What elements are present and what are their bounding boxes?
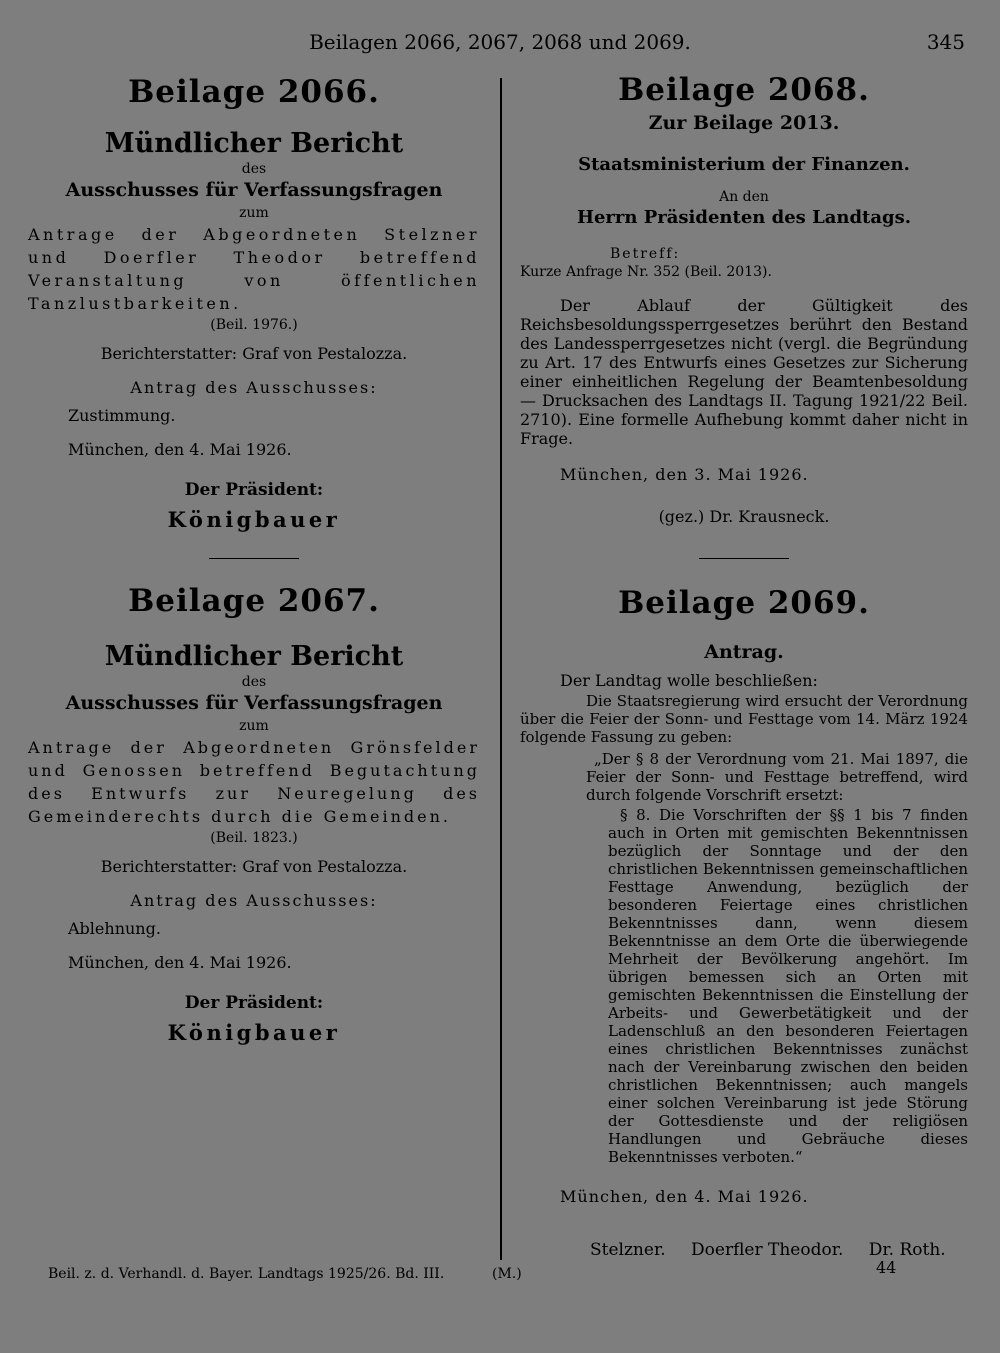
beilage-2067-motion: Antrage der Abgeordneten Grönsfelder und Genossen betreffend Begutachtung des Entwurfs zur Neuregelung des Gemeinderechts durch die Gemeinden.: [28, 738, 480, 826]
running-head-title: Beilagen 2066, 2067, 2068 und 2069.: [309, 30, 691, 54]
signer-roth: Dr. Roth.: [868, 1240, 946, 1260]
beilage-2069: [520, 585, 968, 1208]
running-head: [0, 30, 1000, 54]
beilage-2068-place-date: München, den 3. Mai 1926.: [560, 465, 809, 484]
beilage-2067-report-title: Mündlicher Bericht: [104, 641, 404, 672]
beilage-2066-des: des: [241, 161, 267, 177]
beilage-2068: [520, 72, 968, 528]
beilage-2066-reporter: Berichterstatter: Graf von Pestalozza.: [100, 344, 408, 363]
beilage-2069-signers: [590, 1240, 966, 1260]
beilage-2066-zum: zum: [239, 205, 269, 221]
beilage-2066-report-title: Mündlicher Bericht: [104, 128, 404, 159]
beilage-2068-betreff-value: Kurze Anfrage Nr. 352 (Beil. 2013).: [520, 264, 772, 280]
beilage-2069-intro: Der Landtag wolle beschließen:: [560, 671, 818, 690]
beilage-2068-signature: (gez.) Dr. Krausneck.: [658, 507, 830, 526]
signer-stelzner: Stelzner.: [590, 1240, 666, 1260]
beilage-2068-subheading: Zur Beilage 2013.: [648, 112, 840, 134]
section-rule: [209, 558, 299, 559]
right-column: [520, 68, 968, 1208]
sheet-number: 44: [876, 1258, 897, 1277]
beilage-2069-place-date: München, den 4. Mai 1926.: [560, 1187, 809, 1206]
beilage-2069-para1: Die Staatsregierung wird ersucht der Verordnung über die Feier der Sonn- und Festtage vom 14. März 1924 folgende Fassung zu geben:: [520, 692, 968, 746]
beilage-2068-body: Der Ablauf der Gültigkeit des Reichsbesoldungssperrgesetzes berührt den Bestand des Landessperrgesetzes nicht (vergl. die Begründung zu Art. 17 des Entwurfs eines Gesetzes zur Sicherung einer einheitlichen Regelung der Beamtenbesoldung — Drucksachen des Landtags II. Tagung 1921/22 Beil. 2710). Eine formelle Aufhebung kommt daher nicht in Frage.: [520, 296, 968, 448]
footer-printer-mark: (M.): [492, 1266, 522, 1282]
beilage-2067-committee: Ausschusses für Verfassungsfragen: [65, 692, 443, 714]
section-rule: [699, 558, 789, 559]
beilage-2069-para3: § 8. Die Vorschriften der §§ 1 bis 7 finden auch in Orten mit gemischten Bekenntnissen bezüglich der Sonntage und der den christlichen Bekenntnissen gemeinschaftlichen Festtage Anwendung, bezüglich der besonderen Feiertage eines christlichen Bekenntnisses dann, wenn diesem Bekenntnisse an dem Orte die überwiegende Mehrheit der Bevölkerung angehört. Im übrigen bemessen sich an Orten mit gemischten Bekenntnissen die Einstellung der Arbeits- und Gewerbetätigkeit und der Ladenschluß an den besonderen Feiertagen eines christlichen Bekenntnisses zunächst nach der Vereinbarung zwischen den beiden christlichen Bekenntnissen; auch mangels einer solchen Vereinbarung ist jede Störung der Gottesdienste und der religiösen Handlungen und Gebräuche dieses Bekenntnisses verboten.“: [608, 806, 968, 1166]
beilage-2069-subheading: Antrag.: [704, 641, 784, 663]
beilage-2067-des: des: [241, 674, 267, 690]
beilage-2066: [28, 74, 480, 532]
beilage-2066-president-label: Der Präsident:: [184, 480, 324, 500]
beilage-2068-ministry: Staatsministerium der Finanzen.: [578, 154, 910, 175]
beilage-2067-zum: zum: [239, 718, 269, 734]
beilage-2068-an-den: An den: [719, 189, 769, 205]
beilage-2067-president-name: Königbauer: [167, 1020, 341, 1045]
beilage-2066-motion: Antrage der Abgeordneten Stelzner und Doerfler Theodor betreffend Veranstaltung von öffentlichen Tanzlustbarkeiten.: [28, 225, 480, 313]
beilage-2067-committee-motion-value: Ablehnung.: [68, 919, 161, 938]
beilage-2067-committee-motion-label: Antrag des Ausschusses:: [130, 891, 378, 910]
beilage-2067-reporter: Berichterstatter: Graf von Pestalozza.: [100, 857, 408, 876]
beilage-2067-president-label: Der Präsident:: [184, 993, 324, 1013]
beilage-2067: [28, 583, 480, 1045]
beilage-2069-para2: „Der § 8 der Verordnung vom 21. Mai 1897, die Feier der Sonn- und Festtage betreffend, wird durch folgende Vorschrift ersetzt:: [586, 750, 968, 804]
column-divider: [500, 78, 502, 1260]
beilage-2068-heading: Beilage 2068.: [618, 72, 870, 108]
footer-reference: Beil. z. d. Verhandl. d. Bayer. Landtags 1925/26. Bd. III.: [48, 1266, 445, 1282]
beilage-2066-heading: Beilage 2066.: [128, 74, 380, 110]
beilage-2068-betreff-label: Betreff:: [610, 246, 681, 262]
beilage-2066-committee-motion-value: Zustimmung.: [68, 406, 176, 425]
beilage-2066-place-date: München, den 4. Mai 1926.: [68, 440, 292, 459]
beilage-2068-addressee: Herrn Präsidenten des Landtags.: [576, 207, 912, 228]
signer-doerfler: Doerfler Theodor.: [691, 1240, 844, 1260]
beilage-2066-president-name: Königbauer: [167, 507, 341, 532]
beilage-2067-ref: (Beil. 1823.): [210, 830, 298, 846]
left-column: [28, 68, 480, 1045]
beilage-2066-committee: Ausschusses für Verfassungsfragen: [65, 179, 443, 201]
page-number: 345: [926, 30, 965, 54]
beilage-2066-ref: (Beil. 1976.): [210, 317, 298, 333]
beilage-2067-heading: Beilage 2067.: [128, 583, 380, 619]
beilage-2067-place-date: München, den 4. Mai 1926.: [68, 953, 292, 972]
beilage-2066-committee-motion-label: Antrag des Ausschusses:: [130, 378, 378, 397]
beilage-2069-heading: Beilage 2069.: [618, 585, 870, 621]
